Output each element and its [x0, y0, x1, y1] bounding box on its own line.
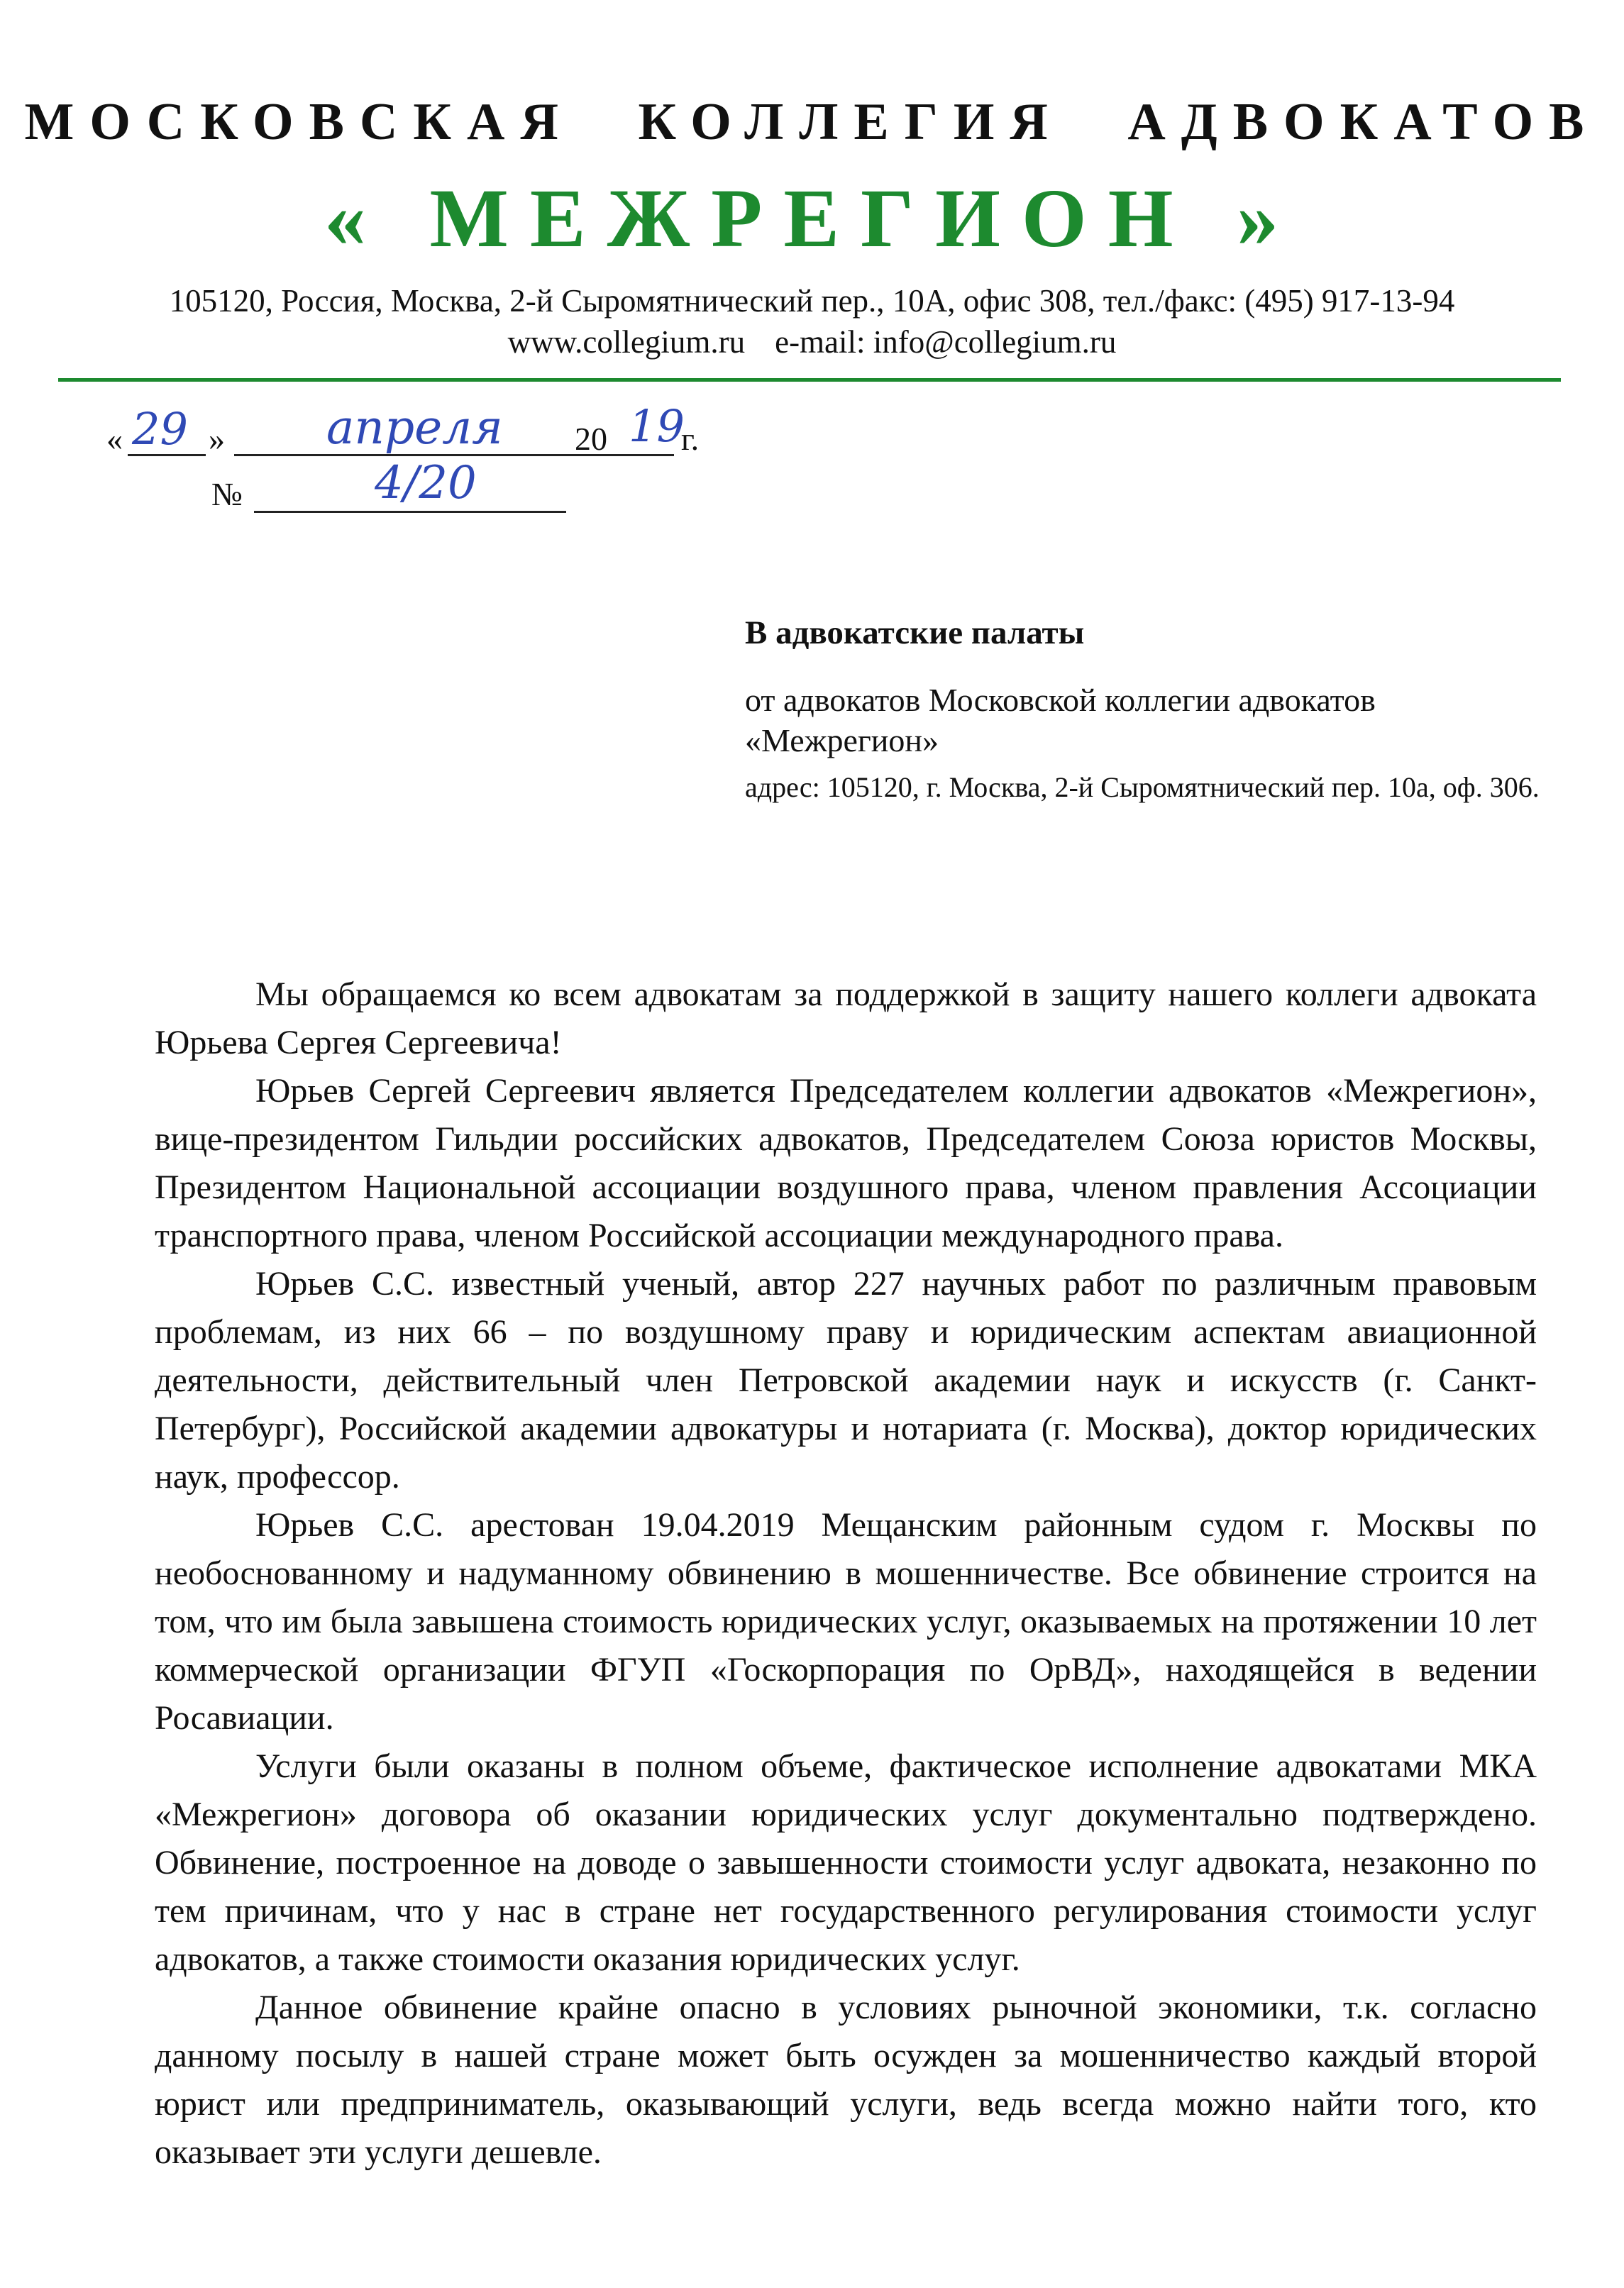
year-suffix: г. [681, 421, 700, 457]
body-paragraph: Данное обвинение крайне опасно в условиях рыночной экономики, т.к. согласно данному посылу в нашей стране может быть осужден за мошенничество каждый второй юрист или предприниматель, оказывающий услуги, ведь всегда можно найти того, кто оказывает эти услуги дешевле. [155, 1989, 1537, 2171]
org-name: МОСКОВСКАЯ КОЛЛЕГИЯ АДВОКАТОВ [24, 93, 1600, 151]
body-paragraph: Услуги были оказаны в полном объеме, фактическое исполнение адвокатами МКА «Межрегион» договора об оказании юридических услуг документально подтверждено. Обвинение, построенное на доводе о завышенности стоимости услуг адвоката, незаконно по тем причинам, что у нас в стране нет государственного регулирования стоимости услуг адвокатов, а также стоимости оказания юридических услуг. [155, 1747, 1537, 1978]
handwritten-number: 4/20 [375, 457, 477, 509]
body-paragraph: Юрьев Сергей Сергеевич является Председателем коллегии адвокатов «Межрегион», вице-президентом Гильдии российских адвокатов, Председателем Союза юристов Москвы, Президентом Национальной ассоциации воздушного права, членом правления Ассоциации транспортного права, членом Российской ассоциации международного права. [155, 1072, 1537, 1254]
addressee-from: от адвокатов Московской коллегии адвокатов «Межрегион» [745, 682, 1376, 758]
handwritten-day: 29 [132, 403, 188, 455]
number-line [211, 457, 580, 518]
body-paragraph: Юрьев С.С. арестован 19.04.2019 Мещанским районным судом г. Москвы по необоснованному и надуманному обвинению в мошенничестве. Все обвинение строится на том, что им была завышена стоимость юридических услуг, оказываемых на протяжении 10 лет коммерческой организации ФГУП «Госкорпорация по ОрВД», находящейся в ведении Росавиации. [155, 1506, 1537, 1737]
handwritten-year: 19 [629, 400, 685, 452]
addressee-block [745, 612, 1540, 807]
org-website: www.collegium.ru [507, 324, 746, 360]
year-prefix: 20 [575, 421, 607, 457]
year-underline [624, 454, 674, 456]
date-open-quote: « [106, 421, 123, 457]
date-close-quote: » [209, 421, 225, 457]
org-contacts [0, 324, 1624, 360]
org-address: 105120, Россия, Москва, 2-й Сыромятнический пер., 10А, офис 308, тел./факс: (495) 917-13-94 [169, 283, 1455, 319]
number-underline [254, 511, 566, 513]
letter-body [155, 971, 1537, 2177]
body-paragraph: Мы обращаемся ко всем адвокатам за поддержкой в защиту нашего коллеги адвоката Юрьева Сергея Сергеевича! [155, 976, 1537, 1061]
number-sign: № [211, 476, 243, 512]
body-paragraph: Юрьев С.С. известный ученый, автор 227 научных работ по различным правовым проблемам, из них 66 – по воздушному праву и юридическим аспектам авиационной деятельности, действительный член Петровской академии наук и искусств (г. Санкт-Петербург), Российской академии адвокатуры и нотариата (г. Москва), доктор юридических наук, профессор. [155, 1265, 1537, 1496]
handwritten-month: апреля [326, 400, 503, 455]
addressee-to: В адвокатские палаты [745, 614, 1085, 651]
org-email: e-mail: info@collegium.ru [775, 324, 1117, 360]
header-divider [58, 378, 1561, 382]
org-brand: « МЕЖРЕГИОН » [324, 172, 1300, 265]
date-line [106, 400, 745, 461]
addressee-address: адрес: 105120, г. Москва, 2-й Сыромятнический пер. 10а, оф. 306. [745, 771, 1540, 803]
